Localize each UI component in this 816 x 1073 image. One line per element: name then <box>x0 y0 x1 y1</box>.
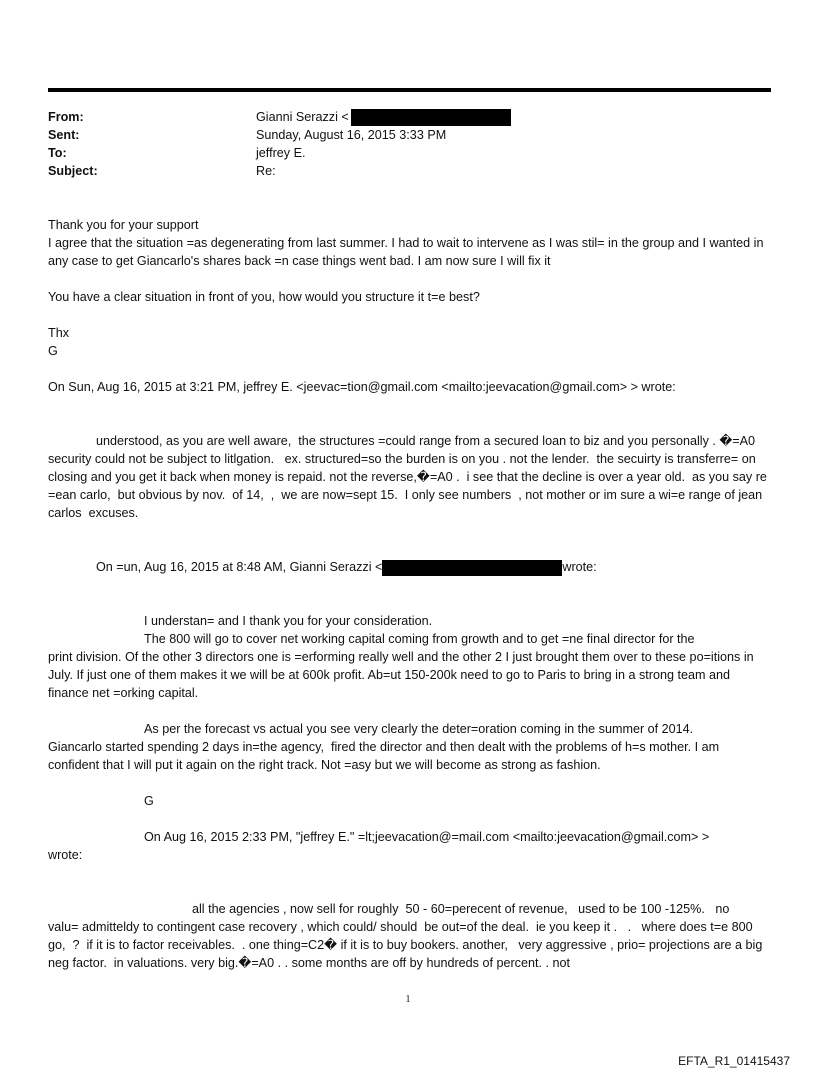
sent-label: Sent: <box>48 128 80 142</box>
from-row <box>48 108 768 126</box>
quote-3-intro: On Aug 16, 2015 2:33 PM, "jeffrey E." =lt;jeevacation@=mail.com <mailto:jeevacation@gmail.com> > <box>144 830 710 844</box>
quote-3-line-1: all the agencies , now sell for roughly 50 - 60=perecent of revenue, used to be 100 -125%. no <box>192 902 730 916</box>
header-rule <box>48 88 771 92</box>
page-number: 1 <box>405 994 411 1005</box>
quote-2-line-2a: The 800 will go to cover net working capital coming from growth and to get =ne final director for the <box>144 632 695 646</box>
quote-1-intro: On Sun, Aug 16, 2015 at 3:21 PM, jeffrey E. <jeevac=tion@gmail.com <mailto:jeevacation@gmail.com> > wrote: <box>48 380 676 394</box>
quote-2-signature: G <box>144 794 154 808</box>
email-header <box>48 108 768 180</box>
quote-2-intro-wrote: wrote: <box>562 560 597 574</box>
quote-2-line-1: I understan= and I thank you for your consideration. <box>144 614 433 628</box>
quote-2-intro <box>96 558 776 576</box>
quote-2-paragraph-2: print division. Of the other 3 directors one is =erforming really well and the other 2 I just brought them over to these po=itions in July. If just one of them makes it we will be at 600k profit. Ab=ut 150-200k need to go to Paris to bring in a strong team and finance net =orking capital. <box>48 650 758 700</box>
subject-label: Subject: <box>48 164 98 178</box>
body-signature: G <box>48 344 58 358</box>
quote-1-text: understood, as you are well aware, the structures =could range from a secured loan to biz and you personally . �=A0 security could not be subject to litlgation. ex. structured=so the burden is on you . not the lender. the secuirty is transferre= on closing and you get it back when money is repaid. not the reverse,�=A0 . i see that the decline is over a year old. as you say re =ean carlo, but obvious by nov. of 14, , we are now=sept 15. I only see numbers , not mother or im sure a wi=e range of jean carlos excuses. <box>48 434 771 520</box>
quote-3-intro-wrote: wrote: <box>48 848 83 862</box>
redaction-bar <box>382 560 562 576</box>
quote-2-line-3a: As per the forecast vs actual you see very clearly the deter=oration coming in the summer of 2014. <box>144 722 694 736</box>
sent-row <box>48 126 768 144</box>
body-line-thanks: Thank you for your support <box>48 218 199 232</box>
body-paragraph-situation: I agree that the situation =as degenerating from last summer. I had to wait to intervene as I was stil= in the group and I wanted in any case to get Giancarlo's shares back =n case things went bad. I am now sure I will fix it <box>48 236 767 268</box>
quote-3-paragraph: valu= admitteldy to contingent case recovery , which could/ should be out=of the deal. ie you keep it . . where does t=e 800 go, ? if it is to factor receivables. . one thing=C2� if it is to buy bookers. another, very aggressive , prio= projections are a big neg factor. in valuations. very big.�=A0 . . some months are off by hundreds of percent. . not <box>48 920 770 970</box>
redaction-bar <box>351 109 511 126</box>
subject-value: Re: <box>256 164 276 178</box>
quote-2-intro-text: On =un, Aug 16, 2015 at 8:48 AM, Gianni Serazzi < <box>96 560 383 574</box>
to-value: jeffrey E. <box>256 146 306 160</box>
document-id: EFTA_R1_01415437 <box>678 1054 790 1068</box>
from-name: Gianni Serazzi < <box>256 110 349 124</box>
subject-row <box>48 162 768 180</box>
sent-value: Sunday, August 16, 2015 3:33 PM <box>256 128 447 142</box>
to-label: To: <box>48 146 67 160</box>
to-row <box>48 144 768 162</box>
from-value <box>256 108 511 126</box>
body-line-thx: Thx <box>48 326 69 340</box>
from-label: From: <box>48 110 84 124</box>
quote-2-paragraph-3: Giancarlo started spending 2 days in=the agency, fired the director and then dealt with the problems of h=s mother. I am confident that I will put it again on the right track. Not =asy but we will become as strong as fashion. <box>48 740 723 772</box>
body-paragraph-question: You have a clear situation in front of you, how would you structure it t=e best? <box>48 290 480 304</box>
